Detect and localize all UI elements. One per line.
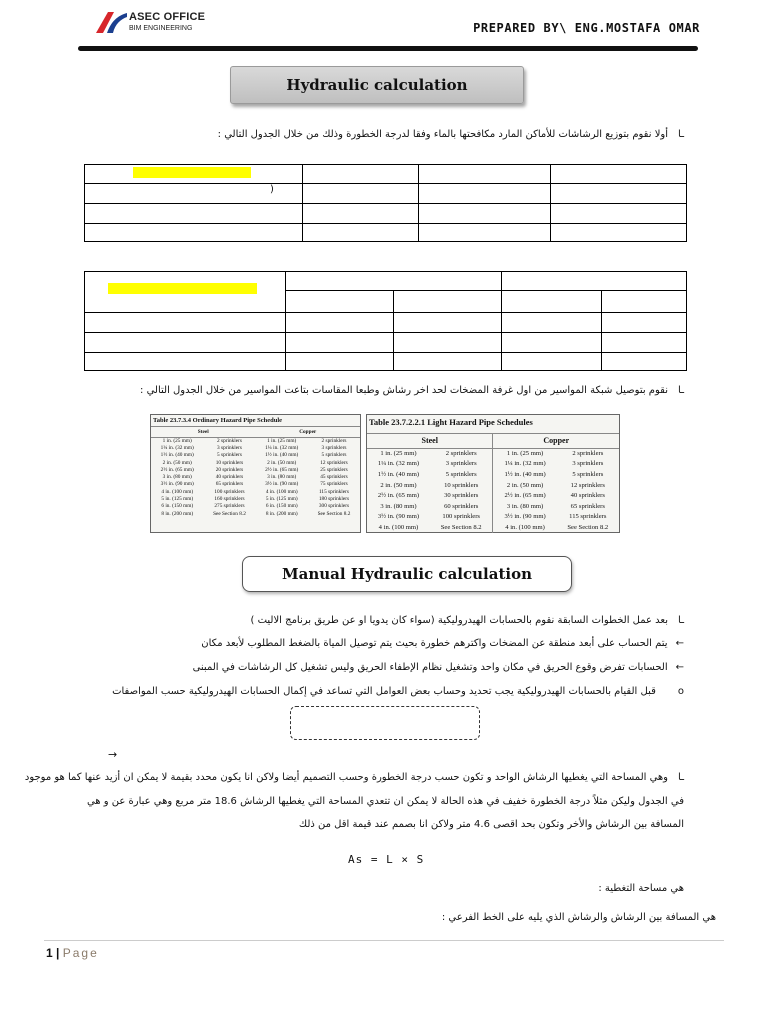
bullet-hook: ـا <box>678 772 684 783</box>
ordinary-hazard-schedule <box>150 414 361 533</box>
table-cell <box>602 291 687 313</box>
table-row <box>151 503 360 510</box>
arrow-right-icon: → <box>108 748 118 761</box>
table-cell: 160 sprinklers <box>214 496 245 503</box>
manual-line-3 <box>193 662 684 673</box>
table-cell <box>551 224 687 242</box>
table-cell <box>303 204 419 224</box>
table-row <box>367 522 619 533</box>
table-cell: 2 sprinklers <box>572 450 604 458</box>
table-cell: 2½ in. (65 mm) <box>265 466 299 473</box>
table-cell: 1¼ in. (32 mm) <box>377 460 420 468</box>
table-cell: 5 sprinklers <box>572 470 604 478</box>
manual-text-1: بعد عمل الخطوات السابقة نقوم بالحسابات الهيدروليكية (سواء كان يدويا او عن طريق برنامج الاليت ) <box>250 615 669 626</box>
table-cell <box>286 353 394 371</box>
table-cell: 4 in. (100 mm) <box>505 523 545 531</box>
para-line-3: المسافة بين الرشاش والأخر وتكون بحد اقصى 4.6 متر ولاكن انا بصمم عند قيمة اقل من ذلك <box>298 819 684 830</box>
table-cell <box>394 291 502 313</box>
bullet-hook: ـا <box>678 615 684 626</box>
table-cell: 30 sprinklers <box>430 490 493 501</box>
table-cell: 3½ in. (90 mm) <box>160 481 194 488</box>
table-row <box>151 481 360 488</box>
table-cell <box>419 224 551 242</box>
table-cell: 25 sprinklers <box>320 466 348 473</box>
page-number: 1 <box>46 946 53 960</box>
manual-line-1 <box>250 615 684 626</box>
table-cell <box>502 353 602 371</box>
table-row <box>367 490 619 501</box>
table-row <box>367 480 619 491</box>
light-hazard-schedule <box>366 414 620 533</box>
table-cell: 1½ in. (40 mm) <box>160 452 194 459</box>
table-cell: 65 sprinklers <box>215 481 244 488</box>
table-cell: 2½ in. (65 mm) <box>160 466 194 473</box>
table-cell: 3 in. (80 mm) <box>506 502 544 510</box>
coverage-formula: As = L × S <box>348 853 425 866</box>
table-row <box>367 448 619 459</box>
table-cell: 5 sprinklers <box>321 452 347 459</box>
ordinary-copper-header: Copper <box>299 428 317 435</box>
table-cell: 60 sprinklers <box>430 501 493 512</box>
ordinary-schedule-title: Table 23.7.3.4 Ordinary Hazard Pipe Schedule <box>151 415 360 427</box>
table-cell <box>85 353 286 371</box>
footer-divider <box>44 940 724 941</box>
table-cell: 1½ in. (40 mm) <box>504 470 546 478</box>
table-cell: 65 sprinklers <box>570 502 605 510</box>
table1-paren: ) <box>270 184 274 195</box>
table-cell <box>394 313 502 333</box>
table-cell: 4 in. (100 mm) <box>161 488 194 495</box>
bullet-hook: ـا <box>678 129 684 140</box>
table-cell: 2 in. (50 mm) <box>162 459 192 466</box>
prepared-by: PREPARED BY\ ENG.MOSTAFA OMAR <box>473 21 700 35</box>
table-cell: 5 sprinklers <box>217 452 242 459</box>
table-cell <box>502 333 602 353</box>
table-cell: 5 in. (125 mm) <box>161 496 194 503</box>
table-cell: 4 in. (100 mm) <box>265 488 298 495</box>
table-row <box>151 510 360 517</box>
table-cell <box>303 165 419 184</box>
table-cell <box>85 333 286 353</box>
table-cell: 1 in. (25 mm) <box>267 437 297 444</box>
table-cell: See Section 8.2 <box>317 510 351 517</box>
table-cell: 6 in. (150 mm) <box>265 503 298 510</box>
bullet-o: o <box>677 686 684 697</box>
table-cell: 2 sprinklers <box>217 437 242 444</box>
table-row <box>151 488 360 495</box>
asec-logo-icon <box>94 9 128 35</box>
page-separator: | <box>56 946 60 960</box>
page-label: Page <box>62 946 99 960</box>
table-cell <box>602 353 687 371</box>
table-cell <box>303 184 419 204</box>
dashed-placeholder-box <box>290 706 480 740</box>
table-cell: 2½ in. (65 mm) <box>377 492 420 500</box>
table-cell: 45 sprinklers <box>320 474 348 481</box>
table-row <box>367 501 619 512</box>
table-cell <box>303 224 419 242</box>
table-cell: 8 in. (200 mm) <box>161 510 194 517</box>
table-cell <box>394 353 502 371</box>
table-cell <box>502 313 602 333</box>
table-cell: 3 sprinklers <box>217 444 242 451</box>
manual-line-4 <box>112 686 684 697</box>
table-cell: 100 sprinklers <box>214 488 245 495</box>
table-cell: 3½ in. (90 mm) <box>265 481 299 488</box>
light-steel-header: Steel <box>367 434 493 448</box>
table-cell: 8 in. (200 mm) <box>265 510 298 517</box>
logo-subtitle: BIM ENGINEERING <box>129 25 193 32</box>
table-cell: 1 in. (25 mm) <box>162 437 192 444</box>
table-cell <box>551 165 687 184</box>
manual-text-3: الحسابات تفرض وقوع الحريق في مكان واحد وتشغيل نظام الإطفاء الحريق وليس تشغيل كل الرشاشات في المبنى <box>192 662 668 673</box>
table-cell <box>551 184 687 204</box>
table-cell: 1½ in. (40 mm) <box>265 452 299 459</box>
intro-text: أولا نقوم بتوزيع الرشاشات للأماكن المارد مكافحتها بالماء وفقا لدرجة الخطورة وذلك من خلال الجدول التالي : <box>217 129 669 140</box>
para-text-1: وهي المساحة التي يغطيها الرشاش الواحد و تكون حسب درجة الخطورة وحسب التصميم أيضا ولاكن انا يكون محدد بقيمة لا يمكن ان أزيد عنها كما هو موجود <box>24 772 669 783</box>
table-row <box>151 466 360 473</box>
table-cell: 3 in. (80 mm) <box>162 474 192 481</box>
table-cell <box>286 313 394 333</box>
logo-title: ASEC OFFICE <box>129 11 206 23</box>
table-cell: 275 sprinklers <box>214 503 245 510</box>
table-cell: 2½ in. (65 mm) <box>504 492 546 500</box>
table-row <box>151 444 360 451</box>
table-cell <box>286 333 394 353</box>
table-cell: 3 in. (80 mm) <box>380 502 417 510</box>
definition-1: هي مساحة التغطية : <box>598 883 684 894</box>
table-cell: 1¼ in. (32 mm) <box>265 444 299 451</box>
table-cell <box>551 204 687 224</box>
table-cell: 2 sprinklers <box>321 437 347 444</box>
table-cell: 3 sprinklers <box>321 444 347 451</box>
table-cell: 1¼ in. (32 mm) <box>160 444 194 451</box>
table-cell: See Section 8.2 <box>213 510 246 517</box>
hydraulic-calculation-title: Hydraulic calculation <box>230 66 524 104</box>
table-cell: See Section 8.2 <box>567 523 609 531</box>
table-cell: 3 in. (80 mm) <box>267 474 297 481</box>
table-cell <box>602 333 687 353</box>
table-cell: 40 sprinklers <box>570 492 605 500</box>
intro-line <box>218 129 684 140</box>
bullet-hook: ـا <box>678 385 684 396</box>
table-cell <box>286 291 394 313</box>
table-cell <box>602 313 687 333</box>
table-cell <box>394 333 502 353</box>
table-cell <box>502 272 687 291</box>
table-cell: 12 sprinklers <box>570 481 605 489</box>
table-cell <box>419 204 551 224</box>
table-cell: 3½ in. (90 mm) <box>377 513 420 521</box>
table-cell: 3½ in. (90 mm) <box>504 513 546 521</box>
table-cell <box>502 291 602 313</box>
table-cell: 40 sprinklers <box>215 474 244 481</box>
table-row <box>367 459 619 470</box>
table-cell: 115 sprinklers <box>318 488 349 495</box>
ordinary-steel-header: Steel <box>197 428 209 435</box>
table-cell <box>85 224 303 242</box>
table-row <box>151 452 360 459</box>
table-cell: 4 in. (100 mm) <box>378 523 419 531</box>
table-cell: 10 sprinklers <box>215 459 244 466</box>
page-footer <box>46 946 99 960</box>
manual-hydraulic-title: Manual Hydraulic calculation <box>242 556 572 592</box>
highlight-mark <box>108 283 257 294</box>
table-cell: 300 sprinklers <box>318 503 350 510</box>
definition-2: هي المسافة بين الرشاش والرشاش الذي يليه على الخط الفرعي : <box>441 912 716 923</box>
table-row <box>367 469 619 480</box>
arrow-left-icon: ← <box>675 662 684 673</box>
light-copper-header: Copper <box>543 436 570 446</box>
table-cell: 1¼ in. (32 mm) <box>504 460 546 468</box>
pipe-network-line <box>140 385 684 396</box>
para-line-2: في الجدول وليكن مثلاً درجة الخطورة خفيف في هذه الحالة لا يمكن ان تتعدي المساحة التي يغطيها الرشاش 18.6 متر مربع وهي عبارة عن و هي <box>86 796 684 807</box>
highlight-mark <box>133 167 251 178</box>
table-cell: 1 in. (25 mm) <box>380 450 417 458</box>
table-row <box>151 459 360 466</box>
manual-line-2 <box>201 638 684 649</box>
table-cell: 12 sprinklers <box>320 459 348 466</box>
table-cell: 1 in. (25 mm) <box>506 450 544 458</box>
table-row <box>151 437 360 444</box>
table-cell: 2 sprinklers <box>430 448 493 459</box>
table-row <box>151 495 360 502</box>
table-cell: 5 in. (125 mm) <box>265 496 298 503</box>
table-cell: 115 sprinklers <box>569 513 607 521</box>
table-cell <box>85 313 286 333</box>
pipe-network-text: نقوم بتوصيل شبكة المواسير من اول غرفة المضخات لحد اخر رشاش وطبعا المقاسات بتاعت المواسير من خلال الجدول التالي : <box>140 385 669 396</box>
table-cell: 3 sprinklers <box>572 460 604 468</box>
table-cell <box>286 272 502 291</box>
para-line-1 <box>25 772 684 783</box>
table-cell: 75 sprinklers <box>320 481 348 488</box>
arrow-left-icon: ← <box>675 638 684 649</box>
table-cell <box>419 165 551 184</box>
table-cell: 5 sprinklers <box>430 469 493 480</box>
table-cell: 180 sprinklers <box>318 496 350 503</box>
manual-text-4: قبل القيام بالحسابات الهيدروليكية يجب تحديد وحساب بعض العوامل التي تساعد في إكمال الحسابات الهيدروليكية حسب المواصفات <box>112 686 656 697</box>
table-cell: 2 in. (50 mm) <box>380 481 417 489</box>
table-cell: 1½ in. (40 mm) <box>377 470 420 478</box>
table-cell: 6 in. (150 mm) <box>161 503 194 510</box>
table-cell: 3 sprinklers <box>430 459 493 470</box>
table-row <box>367 512 619 523</box>
table-cell: 20 sprinklers <box>215 466 244 473</box>
table-cell: 100 sprinklers <box>430 512 493 523</box>
table-row <box>151 473 360 480</box>
table-cell: 2 in. (50 mm) <box>267 459 297 466</box>
light-schedule-title: Table 23.7.2.2.1 Light Hazard Pipe Schedules <box>367 415 619 434</box>
table-cell <box>419 184 551 204</box>
manual-text-2: يتم الحساب على أبعد منطقة عن المضخات واكترهم خطورة بحيث يتم توصيل المياة بالضغط المطلوب لأبعد مكان <box>201 638 668 649</box>
table-cell: 2 in. (50 mm) <box>506 481 544 489</box>
header-divider <box>78 46 698 51</box>
table-cell <box>85 204 303 224</box>
table-cell: See Section 8.2 <box>430 522 493 533</box>
table-cell: 10 sprinklers <box>430 480 493 491</box>
